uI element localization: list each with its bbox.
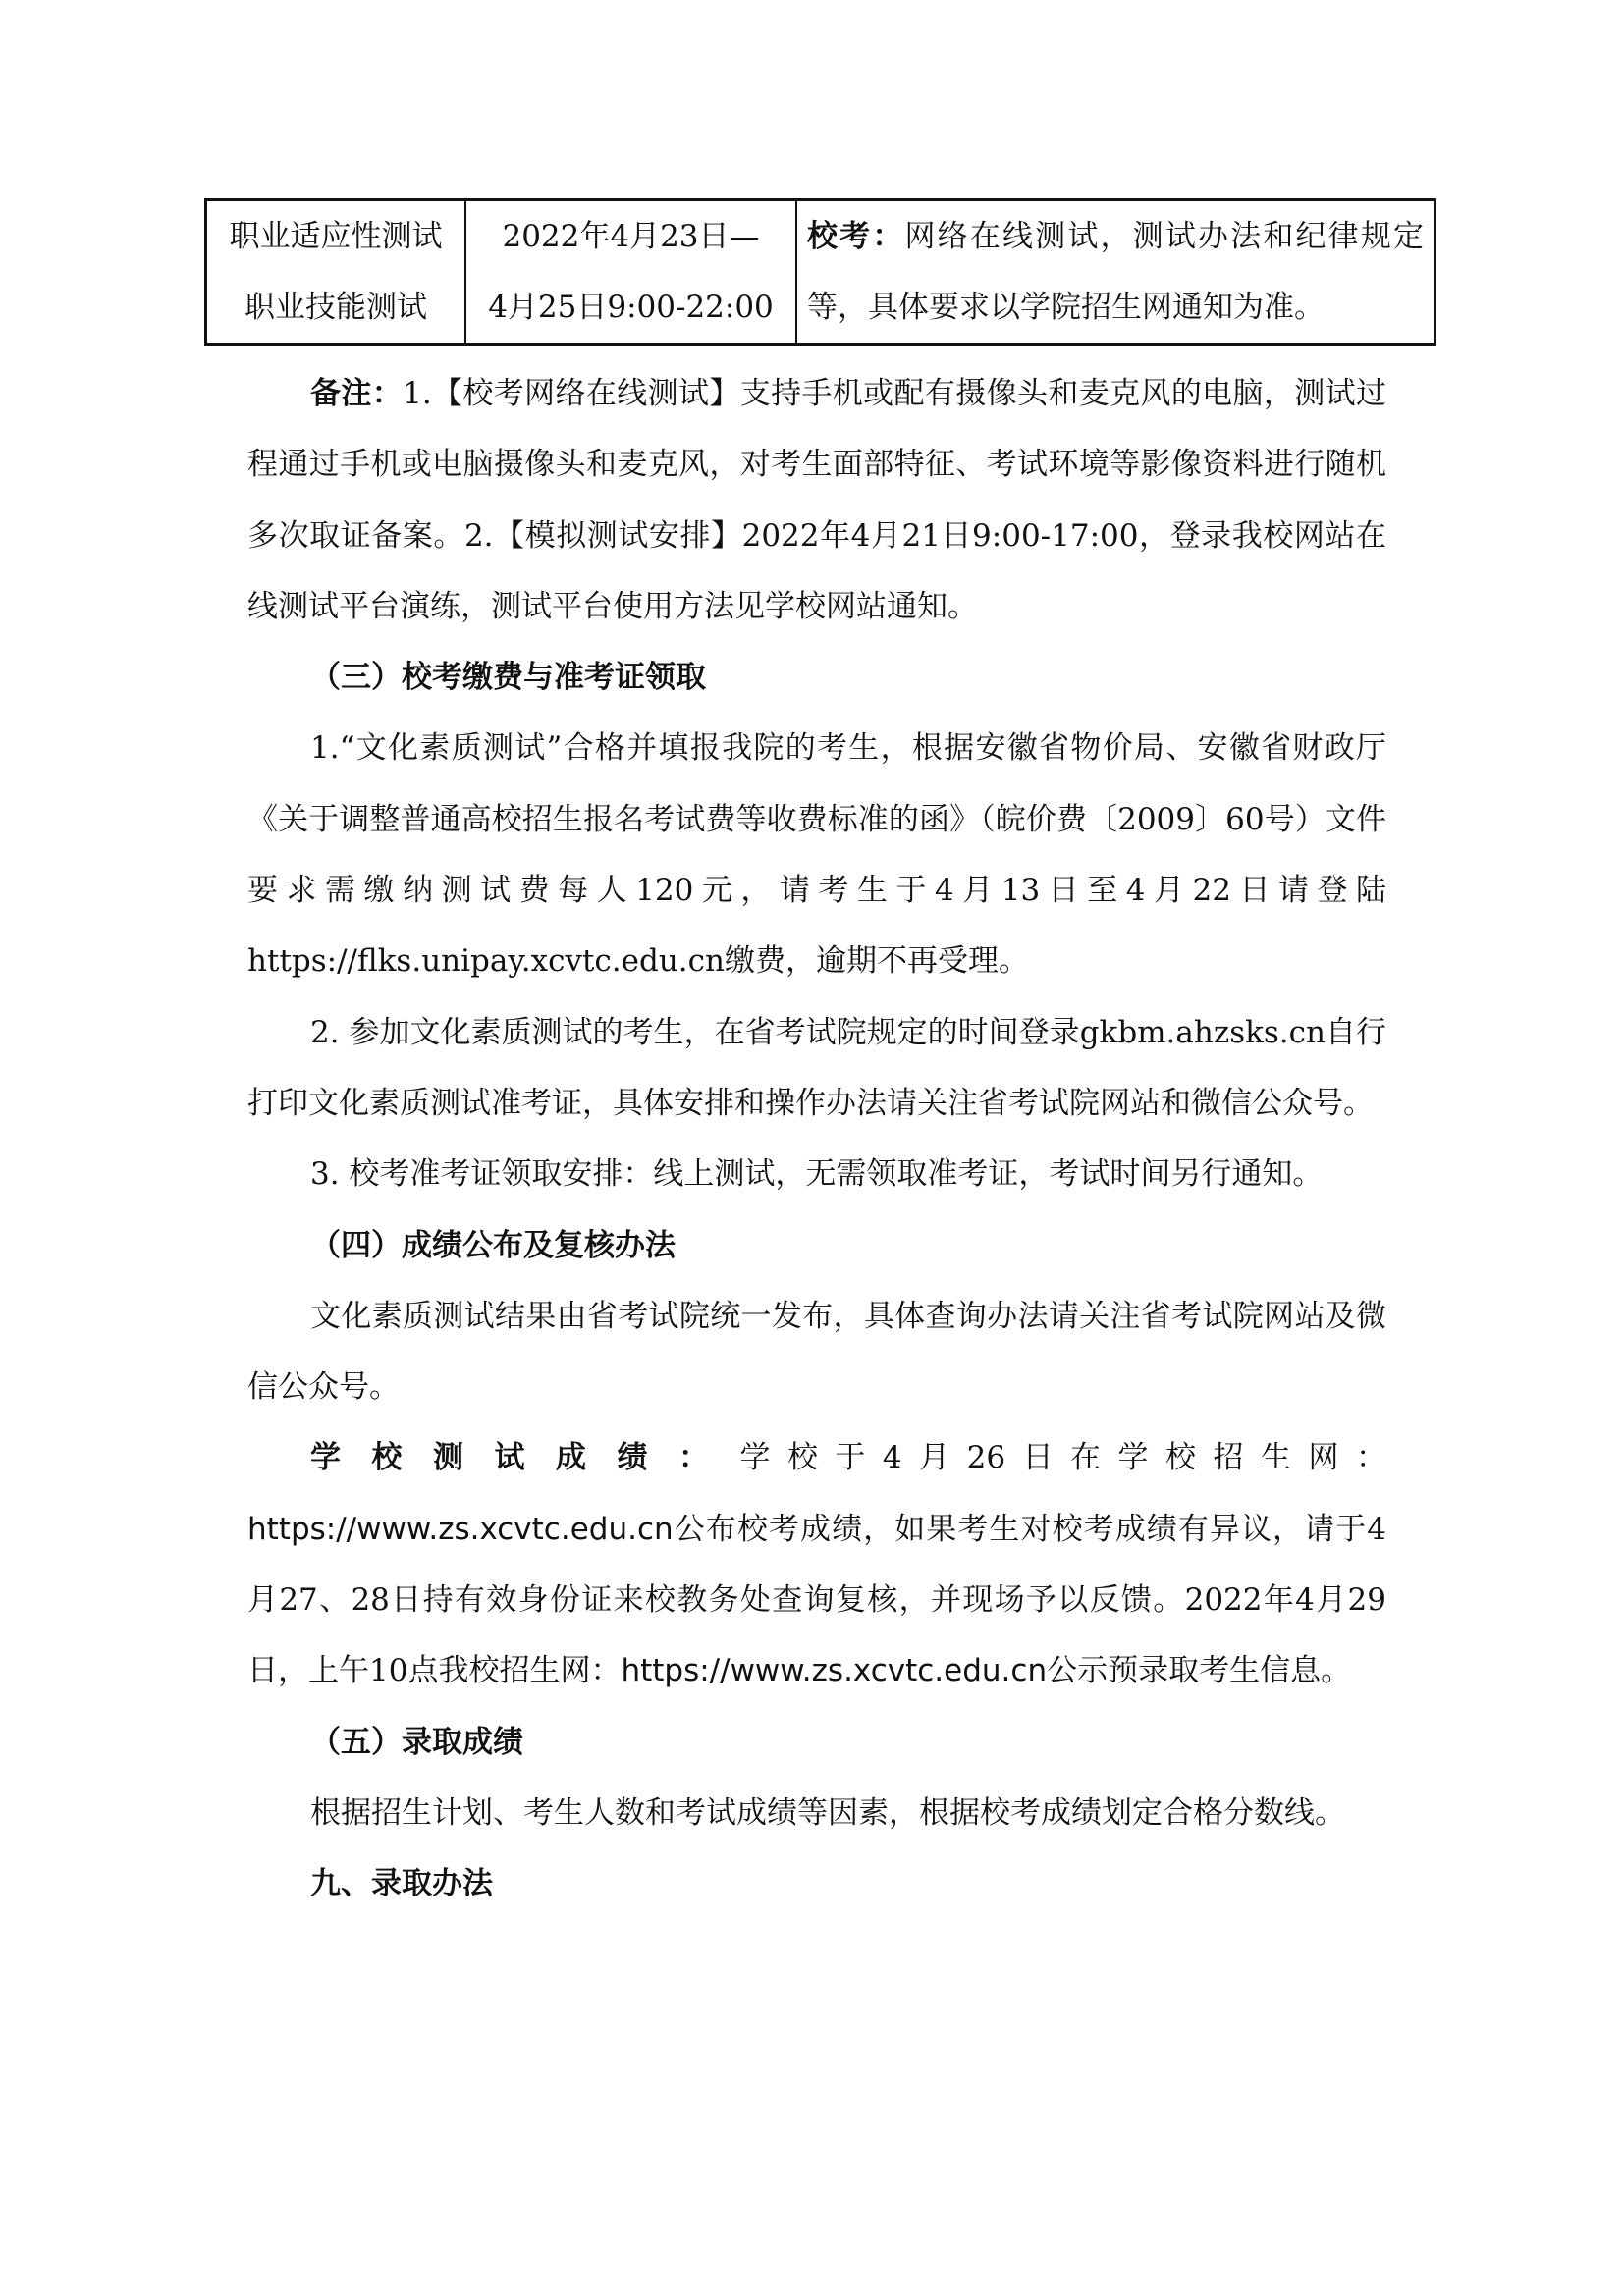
section3-paragraph-1: 1.“文化素质测试”合格并填报我院的考生，根据安徽省物价局、安徽省财政厅《关于调整普通高校招生报名考试费等收费标准的函》（皖价费〔2009〕60号）文件要求需缴纳测试费每人120元，请考生于4月13日至4月22日请登陆https://flks.unipay.xcvtc.edu.cn缴费，逾期不再受理。 xyxy=(247,730,1386,980)
section5-paragraph-1: 根据招生计划、考生人数和考试成绩等因素，根据校考成绩划定合格分数线。 xyxy=(310,1794,1345,1831)
test-type-line-1: 职业适应性测试 xyxy=(229,219,443,254)
section4-paragraph-2 xyxy=(247,1422,1386,1706)
test-time-cell xyxy=(465,200,796,345)
score-label: 学校测试成绩： xyxy=(310,1440,740,1476)
score-tail-text: 公示预录取考生信息。 xyxy=(1047,1653,1352,1689)
test-method-cell xyxy=(796,200,1435,345)
schedule-table xyxy=(204,198,1436,346)
test-time-line-2: 4月25日9:00-22:00 xyxy=(488,290,774,325)
test-time-line-1: 2022年4月23日— xyxy=(502,219,760,254)
test-method-text: 网络在线测试，测试办法和纪律规定等，具体要求以学院招生网通知为准。 xyxy=(807,219,1424,325)
note-text: 1.【校考网络在线测试】支持手机或配有摄像头和麦克风的电脑，测试过程通过手机或电脑摄像头和麦克风，对考生面部特征、考试环境等影像资料进行随机多次取证备案。2.【模拟测试安排】2022年4月21日9:00-17:00，登录我校网站在线测试平台演练，测试平台使用方法见学校网站通知。 xyxy=(247,376,1387,624)
section-heading-9: 九、录取办法 xyxy=(310,1866,493,1902)
section3-paragraph-2: 2. 参加文化素质测试的考生，在省考试院规定的时间登录gkbm.ahzsks.cn自行打印文化素质测试准考证，具体安排和操作办法请关注省考试院网站和微信公众号。 xyxy=(247,1014,1386,1121)
table-row xyxy=(206,200,1435,345)
test-type-line-2: 职业技能测试 xyxy=(244,290,427,325)
document-body xyxy=(247,358,1386,1920)
score-lead-text: 学校于4月26日在学校招生网： xyxy=(739,1440,1387,1476)
note-paragraph xyxy=(247,358,1386,642)
test-type-cell xyxy=(206,200,466,345)
section3-paragraph-3: 3. 校考准考证领取安排：线上测试，无需领取准考证，考试时间另行通知。 xyxy=(310,1156,1324,1193)
note-label: 备注： xyxy=(310,376,404,411)
test-method-label: 校考： xyxy=(807,219,905,254)
section-heading-4: （四）成绩公布及复核办法 xyxy=(310,1227,676,1263)
score-mid-text: 公布校考成绩，如果考生对校考成绩有异议，请于4月27、28日持有效身份证来校教务处查询复核，并现场予以反馈。2022年4月29日，上午10点我校招生网： xyxy=(247,1511,1386,1689)
section-heading-5: （五）录取成绩 xyxy=(310,1724,523,1760)
admissions-url-1[interactable]: https://www.zs.xcvtc.edu.cn xyxy=(247,1511,674,1547)
section4-paragraph-1: 文化素质测试结果由省考试院统一发布，具体查询办法请关注省考试院网站及微信公众号。 xyxy=(247,1298,1386,1406)
admissions-url-2[interactable]: https://www.zs.xcvtc.edu.cn xyxy=(621,1653,1048,1689)
section-heading-3: （三）校考缴费与准考证领取 xyxy=(310,660,706,696)
